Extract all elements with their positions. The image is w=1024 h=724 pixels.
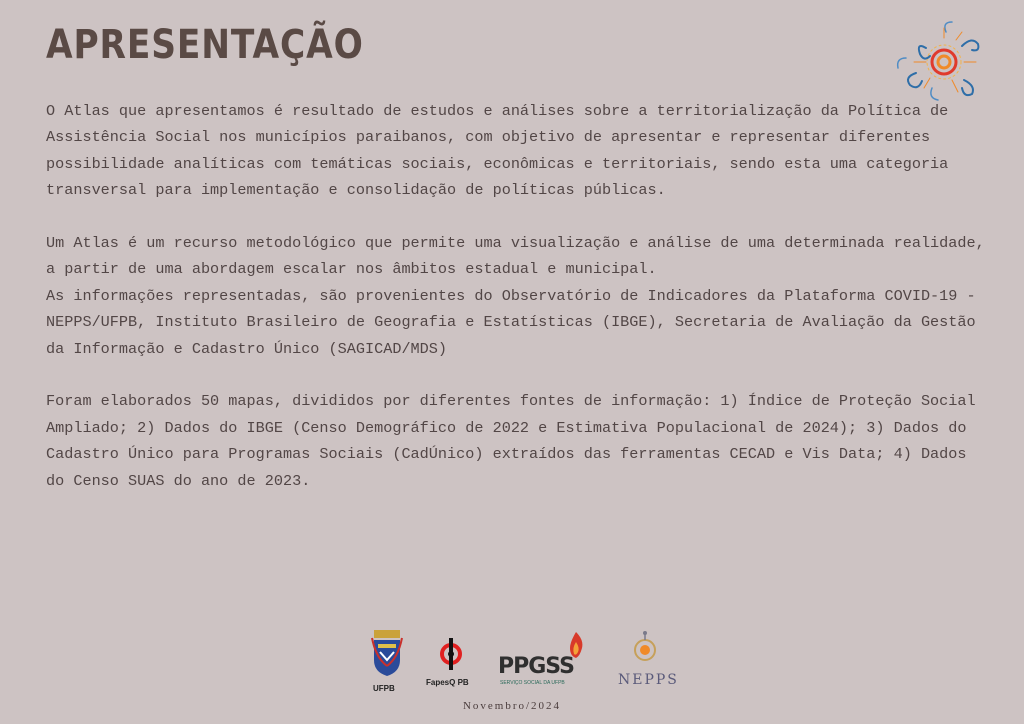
ppgss-logo [498, 628, 602, 694]
nepps-logo [618, 630, 680, 694]
ufpb-logo [370, 628, 404, 694]
nepps-logo-icon [630, 630, 660, 666]
paragraph-atlas-definition: Um Atlas é um recurso metodológico que permite uma visualização e análise de uma determinada realidade, a partir de uma abordagem escalar nos âmbitos estadual e municipal. [46, 234, 985, 279]
footer-date: Novembro/2024 [462, 700, 562, 712]
footer-logos [370, 628, 690, 694]
paragraph-maps: Foram elaborados 50 mapas, divididos por diferentes fontes de informação: 1) Índice de Proteção Social Ampliado; 2) Dados do IBGE (Censo Demográfico de 2022 e Estimativa Populacional de 2024); 3) Dados do Cadastro Único para Programas Sociais (CadÚnico) extraídos das ferramentas CECAD e Vis Data; 4) Dados do Censo SUAS do ano de 2023. [46, 392, 976, 490]
fapesq-logo [426, 636, 476, 694]
paragraph-intro: O Atlas que apresentamos é resultado de estudos e análises sobre a territorialização da Política de Assistência Social nos municípios paraibanos, com objetivo de apresentar e representar diferentes possibilidade analíticas com temáticas sociais, econômicas e territoriais, sendo esta uma categoria transversal para implementação e consolidação de políticas públicas. [46, 102, 949, 200]
ufpb-crest-icon [370, 628, 404, 682]
fapesq-logo-icon [436, 636, 466, 672]
paragraph-sources: As informações representadas, são provenientes do Observatório de Indicadores da Plataforma COVID-19 - NEPPS/UFPB, Instituto Brasileiro de Geografia e Estatísticas (IBGE), Secretaria de Avaliação da Gestão da Informação e Cadastro Único (SAGICAD/MDS) [46, 286, 976, 358]
nepps-label: NEPPS [618, 672, 679, 688]
page-title: APRESENTAÇÃO [46, 22, 364, 68]
ppgss-label: PPGSS [498, 654, 575, 679]
ufpb-label: UFPB [373, 684, 395, 693]
presentation-body [46, 98, 986, 520]
ppgss-subtitle: SERVIÇO SOCIAL DA UFPB [500, 680, 565, 686]
fapesq-label: FapesQ PB [426, 678, 469, 687]
sun-swirl-decoration-icon [886, 18, 986, 108]
